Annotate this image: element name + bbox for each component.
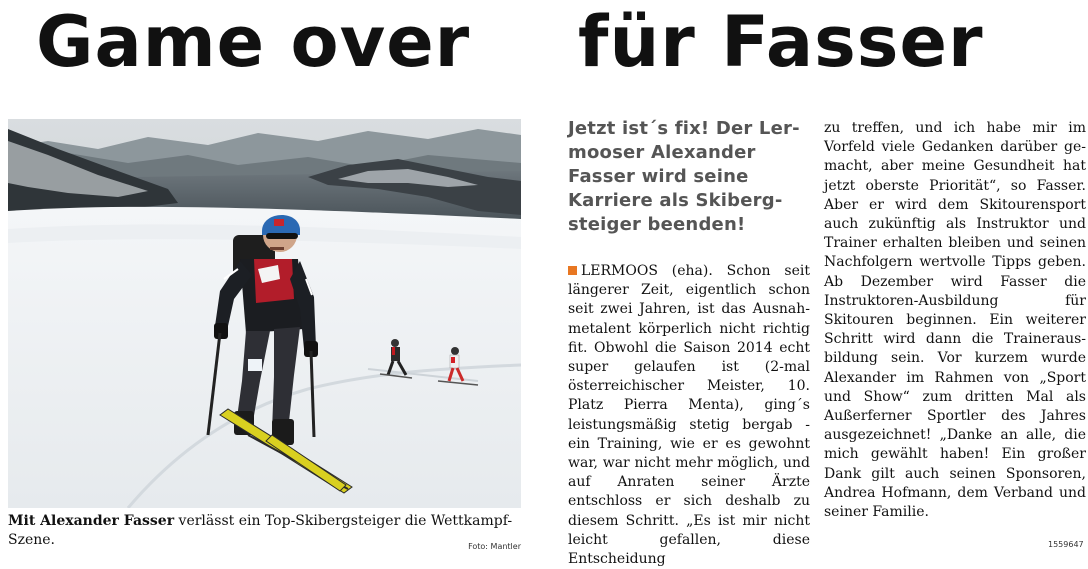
article-photo — [8, 119, 521, 508]
headline-part-1: Game over — [36, 1, 471, 83]
body-column-2-text: zu treffen, und ich habe mir im Vorfeld viele Gedanken darüber gemacht, aber meine Gesundheit hat jetzt oberste Priorität“, so Fasser. Aber er wird dem Skitourensport auch zukünftig als Instruktor und Trainer erhalten bleiben und seinen Nachfolgern wertvolle Tipps geben. Ab Dezember wird Fasser die Instruktoren-Ausbildung für Skitouren beginnen. Ein weiterer Schritt wird dann die Trainerausbildung sein. Vor kurzem wurde Alexander im Rahmen von „Sport und Show“ zum dritten Mal als Außerferner Sportler des Jahres ausgezeichnet! „Danke an alle, die mich gewählt haben! Ein großer Dank gilt auch seinen Sponsoren, Andrea Hofmann, dem Verband und seiner Familie. — [824, 120, 1086, 521]
orange-square-icon — [568, 266, 577, 275]
caption-name: Mit Alexander Fasser — [8, 513, 175, 529]
photo-caption — [8, 512, 521, 562]
article-code: 1559647 — [1048, 540, 1084, 549]
body-column-1-text: LERMOOS (eha). Schon seit längerer Zeit, eigentlich schon seit zwei Jahren, ist das Ausnahmetalent körperlich nicht richtig fit. Obwohl die Saison 2014 echt super gelaufen ist (2-mal österreichischer Meister, 10. Platz Pierra Menta), ging´s leistungsmäßig stetig bergab - ein Training, wie er es gewohnt war, war nicht mehr möglich, und auf Anraten seiner Ärzte entschloss er sich deshalb zu diesem Schritt. „Es ist mir nicht leicht gefallen, diese Entscheidung — [568, 263, 810, 568]
body-column-1 — [568, 262, 810, 568]
caption-text: verlässt ein Top-Skibergsteiger die Wettkampf-Szene. — [8, 513, 513, 548]
body-column-2 — [824, 119, 1086, 559]
photo-credit: Foto: Mantler — [468, 542, 521, 551]
headline-part-2: für Fasser — [578, 1, 984, 83]
ski-mountaineer-photo — [8, 119, 521, 508]
headline — [0, 0, 1088, 96]
lead-paragraph: Jetzt ist´s fix! Der Lermooser Alexander Fasser wird seine Karriere als Skibergsteiger beenden! — [568, 118, 800, 235]
